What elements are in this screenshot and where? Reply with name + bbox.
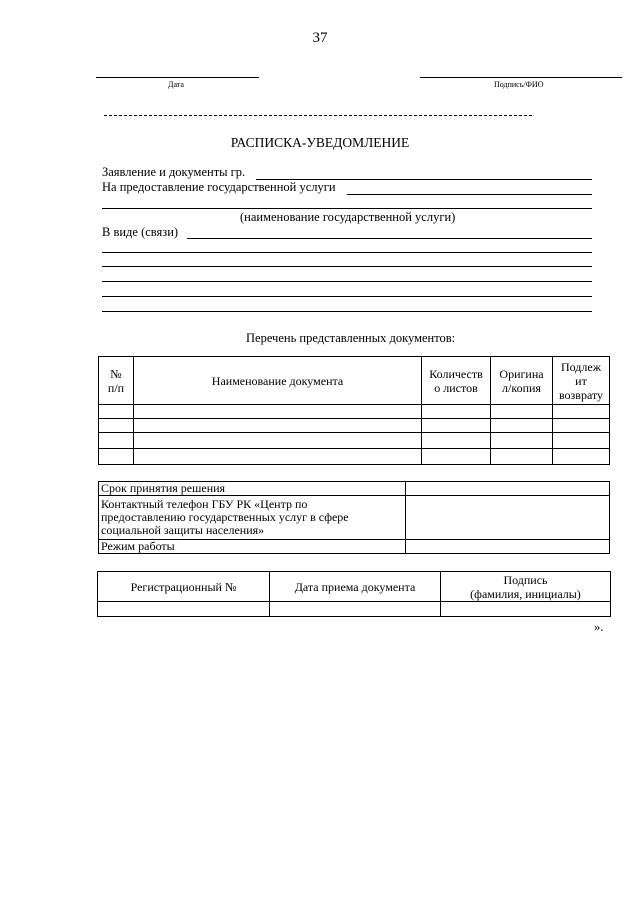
date-label: Дата xyxy=(168,80,184,89)
page-number: 37 xyxy=(312,30,328,46)
blank-line-1 xyxy=(102,252,592,253)
blank-line-5 xyxy=(102,311,592,312)
service-caption: (наименование государственной услуги) xyxy=(240,210,456,224)
date-received-header: Дата приема документа xyxy=(270,572,441,602)
cut-line xyxy=(104,115,532,116)
documents-header-row xyxy=(99,357,610,405)
deadline-row xyxy=(99,482,610,496)
deadline-value xyxy=(406,482,610,496)
deadline-label: Срок принятия решения xyxy=(99,482,406,496)
phone-row xyxy=(99,496,610,540)
table-row xyxy=(99,419,610,433)
phone-value xyxy=(406,496,610,540)
registration-table xyxy=(97,571,611,617)
hours-value xyxy=(406,540,610,554)
service-field-line xyxy=(347,194,592,195)
communication-label: В виде (связи) xyxy=(102,225,179,239)
blank-line-2 xyxy=(102,266,592,267)
documents-heading: Перечень представленных документов: xyxy=(246,331,456,345)
service-label: На предоставление государственной услуги xyxy=(102,180,336,194)
date-line xyxy=(96,77,259,78)
service-blank-line xyxy=(102,208,592,209)
signature-label: Подпись/ФИО xyxy=(494,80,544,89)
closing-mark: ». xyxy=(594,620,604,634)
col-name-header: Наименование документа xyxy=(134,357,422,405)
hours-label: Режим работы xyxy=(99,540,406,554)
phone-label: Контактный телефон ГБУ РК «Центр по предоставлению государственных услуг в сфере социальной защиты населения» xyxy=(99,496,406,540)
form-title: РАСПИСКА-УВЕДОМЛЕНИЕ xyxy=(230,135,410,150)
col-original-header: Оригина л/копия xyxy=(491,357,553,405)
table-row xyxy=(98,602,611,617)
applicant-label: Заявление и документы гр. xyxy=(102,165,246,179)
blank-line-4 xyxy=(102,296,592,297)
signature-header: Подпись (фамилия, инициалы) xyxy=(441,572,611,602)
col-sheets-header: Количеств о листов xyxy=(422,357,491,405)
info-table xyxy=(98,481,610,554)
signature-line xyxy=(420,77,622,78)
blank-line-3 xyxy=(102,281,592,282)
col-return-header: Подлеж ит возврату xyxy=(553,357,610,405)
table-row xyxy=(99,449,610,465)
table-row xyxy=(99,405,610,419)
documents-table xyxy=(98,356,610,465)
col-number-header: № п/п xyxy=(99,357,134,405)
table-row xyxy=(99,433,610,449)
reg-number-header: Регистрационный № xyxy=(98,572,270,602)
communication-field-line xyxy=(187,238,592,239)
registration-header-row xyxy=(98,572,611,602)
hours-row xyxy=(99,540,610,554)
